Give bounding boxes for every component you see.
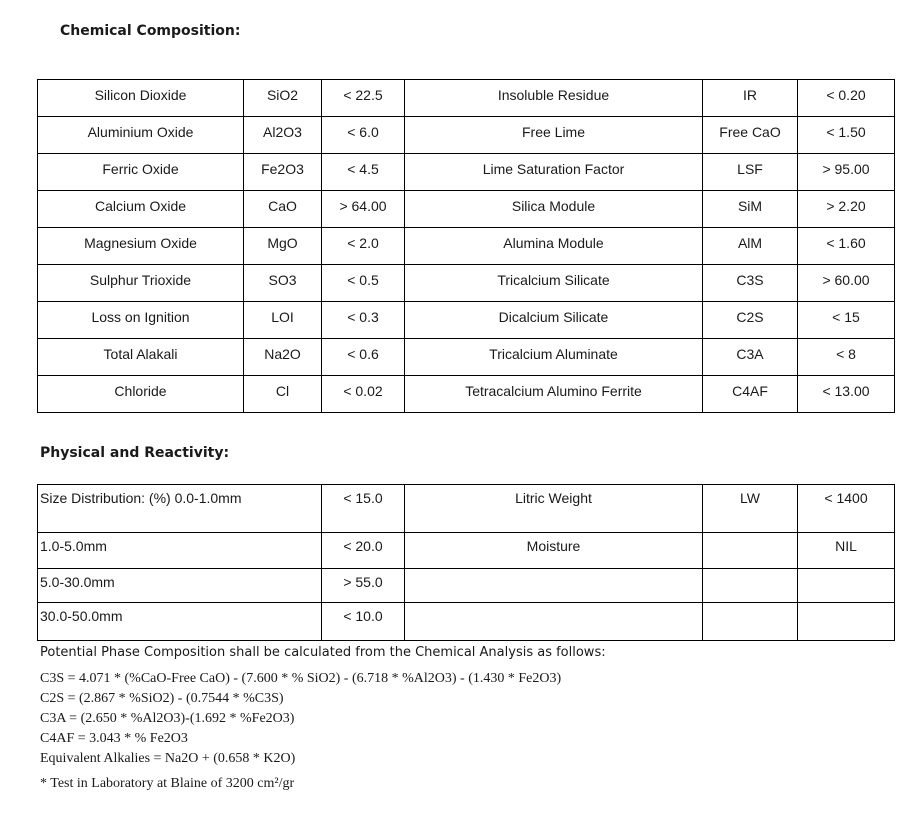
- property-code-cell: [703, 533, 798, 569]
- parameter-name-cell: Tricalcium Silicate: [405, 265, 703, 302]
- table-row: [38, 376, 895, 413]
- parameter-limit-cell: < 0.20: [798, 80, 895, 117]
- parameter-limit-cell: < 8: [798, 339, 895, 376]
- compound-name-cell: Magnesium Oxide: [38, 228, 244, 265]
- parameter-code-cell: Free CaO: [703, 117, 798, 154]
- compound-name-cell: Ferric Oxide: [38, 154, 244, 191]
- chemical-composition-table: [37, 79, 895, 413]
- parameter-code-cell: SiM: [703, 191, 798, 228]
- limit-value-cell: < 4.5: [322, 154, 405, 191]
- parameter-name-cell: Insoluble Residue: [405, 80, 703, 117]
- compound-name-cell: Total Alakali: [38, 339, 244, 376]
- property-name-cell: Litric Weight: [405, 485, 703, 533]
- size-range-cell: 1.0-5.0mm: [38, 533, 322, 569]
- parameter-name-cell: Tetracalcium Alumino Ferrite: [405, 376, 703, 413]
- table-row: [38, 302, 895, 339]
- limit-value-cell: < 6.0: [322, 117, 405, 154]
- property-limit-cell: < 1400: [798, 485, 895, 533]
- parameter-name-cell: Free Lime: [405, 117, 703, 154]
- property-name-cell: [405, 569, 703, 603]
- parameter-limit-cell: < 15: [798, 302, 895, 339]
- property-code-cell: [703, 603, 798, 641]
- compound-name-cell: Aluminium Oxide: [38, 117, 244, 154]
- limit-value-cell: < 0.5: [322, 265, 405, 302]
- limit-value-cell: < 15.0: [322, 485, 405, 533]
- property-code-cell: LW: [703, 485, 798, 533]
- compound-name-cell: Silicon Dioxide: [38, 80, 244, 117]
- table-row: [38, 228, 895, 265]
- parameter-name-cell: Tricalcium Aluminate: [405, 339, 703, 376]
- formula-symbol-cell: Fe2O3: [244, 154, 322, 191]
- formula-c3s: C3S = 4.071 * (%CaO-Free CaO) - (7.600 * % SiO2) - (6.718 * %Al2O3) - (1.430 * Fe2O3): [40, 671, 562, 686]
- parameter-limit-cell: < 1.60: [798, 228, 895, 265]
- physical-reactivity-heading: Physical and Reactivity:: [40, 445, 230, 461]
- property-name-cell: Moisture: [405, 533, 703, 569]
- limit-value-cell: < 22.5: [322, 80, 405, 117]
- limit-value-cell: < 0.02: [322, 376, 405, 413]
- compound-name-cell: Chloride: [38, 376, 244, 413]
- property-limit-cell: NIL: [798, 533, 895, 569]
- table-row: [38, 533, 895, 569]
- formula-symbol-cell: Al2O3: [244, 117, 322, 154]
- parameter-limit-cell: > 2.20: [798, 191, 895, 228]
- table-row: [38, 191, 895, 228]
- formula-c3a: C3A = (2.650 * %Al2O3)-(1.692 * %Fe2O3): [40, 711, 295, 726]
- limit-value-cell: < 2.0: [322, 228, 405, 265]
- formula-symbol-cell: Na2O: [244, 339, 322, 376]
- parameter-code-cell: C2S: [703, 302, 798, 339]
- table-row: [38, 339, 895, 376]
- compound-name-cell: Calcium Oxide: [38, 191, 244, 228]
- formula-symbol-cell: LOI: [244, 302, 322, 339]
- parameter-code-cell: C3S: [703, 265, 798, 302]
- property-name-cell: [405, 603, 703, 641]
- table-row: [38, 265, 895, 302]
- table-row: [38, 154, 895, 191]
- property-limit-cell: [798, 569, 895, 603]
- physical-reactivity-table: [37, 484, 895, 641]
- formula-symbol-cell: SO3: [244, 265, 322, 302]
- parameter-limit-cell: > 60.00: [798, 265, 895, 302]
- formula-symbol-cell: MgO: [244, 228, 322, 265]
- formula-equivalent-alkalies: Equivalent Alkalies = Na2O + (0.658 * K2O): [40, 751, 296, 766]
- parameter-code-cell: LSF: [703, 154, 798, 191]
- parameter-name-cell: Silica Module: [405, 191, 703, 228]
- parameter-code-cell: AlM: [703, 228, 798, 265]
- laboratory-test-note: * Test in Laboratory at Blaine of 3200 cm²/gr: [40, 776, 295, 791]
- formula-symbol-cell: CaO: [244, 191, 322, 228]
- limit-value-cell: > 64.00: [322, 191, 405, 228]
- compound-name-cell: Sulphur Trioxide: [38, 265, 244, 302]
- parameter-code-cell: C4AF: [703, 376, 798, 413]
- table-row: [38, 485, 895, 533]
- parameter-name-cell: Alumina Module: [405, 228, 703, 265]
- table-row: [38, 117, 895, 154]
- phase-composition-note: Potential Phase Composition shall be calculated from the Chemical Analysis as follows:: [40, 645, 606, 660]
- parameter-limit-cell: < 13.00: [798, 376, 895, 413]
- limit-value-cell: < 0.6: [322, 339, 405, 376]
- formula-c2s: C2S = (2.867 * %SiO2) - (0.7544 * %C3S): [40, 691, 284, 706]
- table-row: [38, 569, 895, 603]
- property-limit-cell: [798, 603, 895, 641]
- parameter-code-cell: IR: [703, 80, 798, 117]
- size-range-cell: 30.0-50.0mm: [38, 603, 322, 641]
- parameter-name-cell: Dicalcium Silicate: [405, 302, 703, 339]
- parameter-name-cell: Lime Saturation Factor: [405, 154, 703, 191]
- limit-value-cell: < 10.0: [322, 603, 405, 641]
- parameter-limit-cell: > 95.00: [798, 154, 895, 191]
- chemical-composition-heading: Chemical Composition:: [60, 23, 241, 39]
- table-row: [38, 603, 895, 641]
- size-range-cell: 5.0-30.0mm: [38, 569, 322, 603]
- parameter-limit-cell: < 1.50: [798, 117, 895, 154]
- limit-value-cell: > 55.0: [322, 569, 405, 603]
- size-range-cell: Size Distribution: (%) 0.0-1.0mm: [38, 485, 322, 533]
- compound-name-cell: Loss on Ignition: [38, 302, 244, 339]
- parameter-code-cell: C3A: [703, 339, 798, 376]
- formula-symbol-cell: SiO2: [244, 80, 322, 117]
- limit-value-cell: < 0.3: [322, 302, 405, 339]
- property-code-cell: [703, 569, 798, 603]
- table-row: [38, 80, 895, 117]
- formula-symbol-cell: Cl: [244, 376, 322, 413]
- limit-value-cell: < 20.0: [322, 533, 405, 569]
- formula-c4af: C4AF = 3.043 * % Fe2O3: [40, 731, 188, 746]
